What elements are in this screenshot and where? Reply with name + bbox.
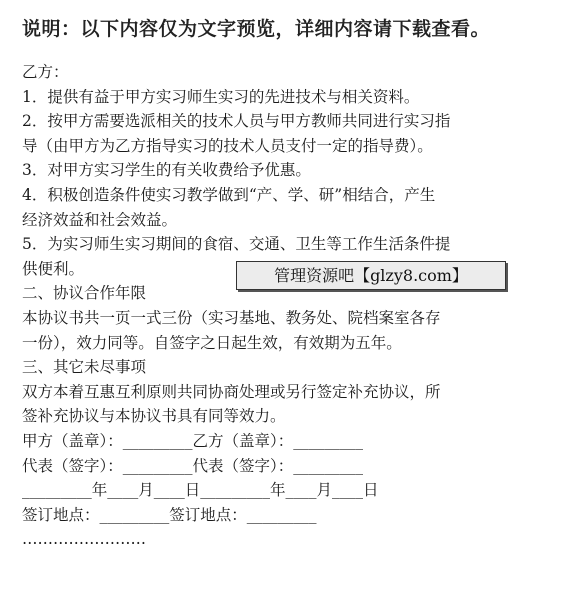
seal-line: 甲方（盖章）：_________乙方（盖章）：_________ [22, 431, 364, 450]
signing-place-line: 签订地点：_________签订地点：_________ [22, 505, 317, 524]
section-3-heading: 三、其它未尽事项 [22, 358, 147, 377]
party-b-clause-3: 3．对甲方实习学生的有关收费给予优惠。 [22, 161, 311, 180]
party-b-clause-4: 4．积极创造条件使实习教学做到“产、学、研”相结合，产生 [22, 185, 436, 204]
party-b-clause-4-cont: 经济效益和社会效益。 [22, 210, 178, 229]
section-2-heading: 二、协议合作年限 [22, 284, 147, 303]
party-b-clause-1: 1．提供有益于甲方实习师生实习的先进技术与相关资料。 [22, 87, 420, 106]
signature-line: 代表（签字）：_________代表（签字）：_________ [22, 456, 364, 475]
party-b-heading: 乙方： [22, 63, 69, 81]
party-b-clause-2-cont: 导（由甲方为乙方指导实习的技术人员支付一定的指导费）。 [22, 136, 433, 155]
party-b-clause-2: 2．按甲方需要选派相关的技术人员与甲方教师共同进行实习指 [22, 112, 451, 131]
date-line: _________年____月____日_________年____月____日 [22, 481, 379, 500]
watermark-banner: 管理资源吧【glzy8.com】 [236, 261, 506, 290]
party-b-clause-5-cont: 供便利。 [22, 259, 85, 278]
section-2-text-cont: 一份），效力同等。自签字之日起生效，有效期为五年。 [22, 333, 402, 352]
section-3-text-cont: 签补充协议与本协议书具有同等效力。 [22, 407, 286, 426]
preview-notice: 说明：以下内容仅为文字预览，详细内容请下载查看。 [22, 18, 491, 40]
ellipsis-line: …………………… [22, 530, 146, 549]
party-b-clause-5: 5．为实习师生实习期间的食宿、交通、卫生等工作生活条件提 [22, 235, 451, 254]
agreement-body [22, 60, 562, 552]
section-3-text: 双方本着互惠互利原则共同协商处理或另行签定补充协议，所 [22, 382, 441, 401]
section-2-text: 本协议书共一页一式三份（实习基地、教务处、院档案室各存 [22, 308, 441, 327]
